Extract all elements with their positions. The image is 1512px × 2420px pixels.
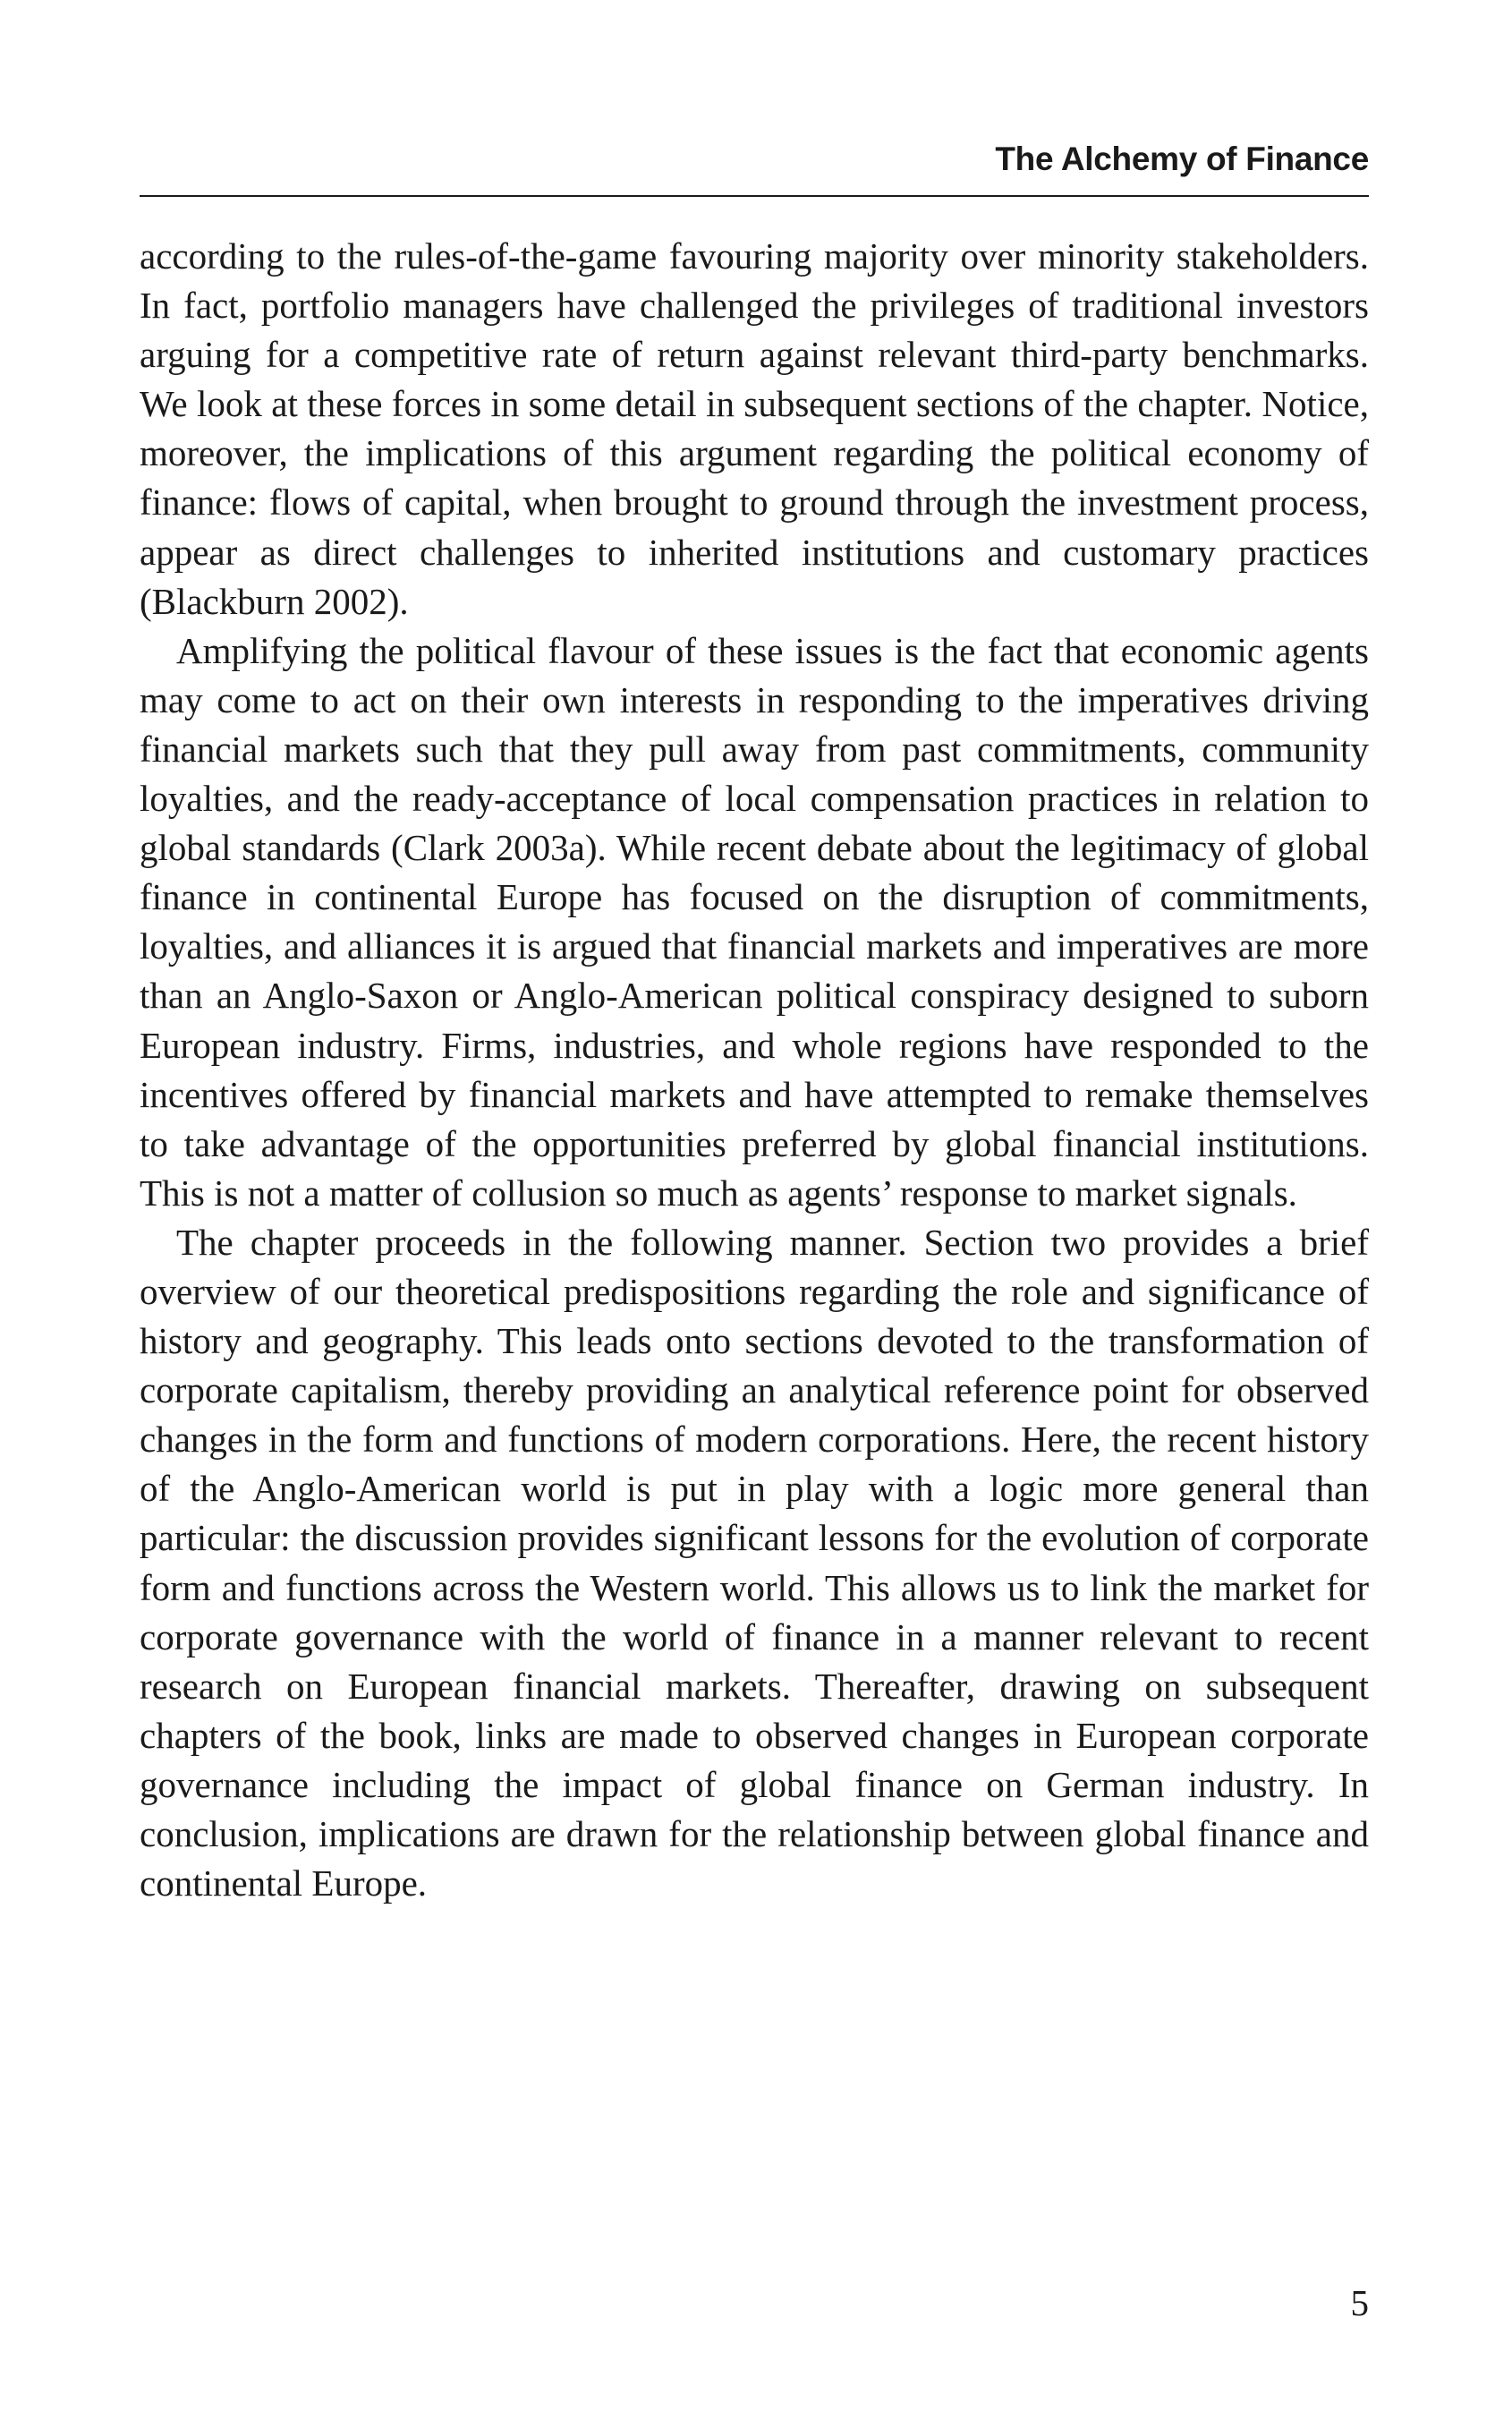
page-number: 5: [1350, 2282, 1369, 2323]
header-rule: [140, 195, 1369, 197]
paragraph-chapter-outline: The chapter proceeds in the following manner. Section two provides a brief overview of our theoretical predispositions regarding the role and significance of history and geography. This leads onto sections devoted to the transformation of corporate capitalism, thereby providing an analytical reference point for observed changes in the form and functions of modern corporations. Here, the recent history of the Anglo-American world is put in play with a logic more general than particular: the discussion provides significant lessons for the evolution of corporate form and functions across the Western world. This allows us to link the market for corporate governance with the world of finance in a manner relevant to recent research on European financial markets. Thereafter, drawing on subsequent chapters of the book, links are made to observed changes in European corporate governance including the impact of global finance on German industry. In conclusion, implications are drawn for the relationship between global finance and continental Europe.: [140, 1221, 1369, 1904]
body-text: [140, 232, 1369, 1908]
paragraph-continued: according to the rules-of-the-game favouring majority over minority stakeholders. In fact, portfolio managers have challenged the privileges of traditional investors arguing for a competitive rate of return against relevant third-party benchmarks. We look at these forces in some detail in subsequent sections of the chapter. Notice, moreover, the implications of this argument regarding the political economy of finance: flows of capital, when brought to ground through the investment process, appear as direct challenges to inherited institutions and customary practices (Blackburn 2002).: [140, 235, 1369, 622]
running-head-title: The Alchemy of Finance: [995, 141, 1369, 177]
paragraph-amplifying: Amplifying the political flavour of these issues is the fact that economic agents may come to act on their own interests in responding to the imperatives driving financial markets such that they pull away from past commitments, community loyalties, and the ready-acceptance of local compensation practices in relation to global standards (Clark 2003a). While recent debate about the legitimacy of global finance in continental Europe has focused on the disruption of commitments, loyalties, and alliances it is argued that financial markets and imperatives are more than an Anglo-Saxon or Anglo-American political conspiracy designed to suborn European industry. Firms, industries, and whole regions have responded to the incentives offered by financial markets and have attempted to remake themselves to take advantage of the opportunities preferred by global financial institutions. This is not a matter of collusion so much as agents’ response to market signals.: [140, 629, 1369, 1214]
